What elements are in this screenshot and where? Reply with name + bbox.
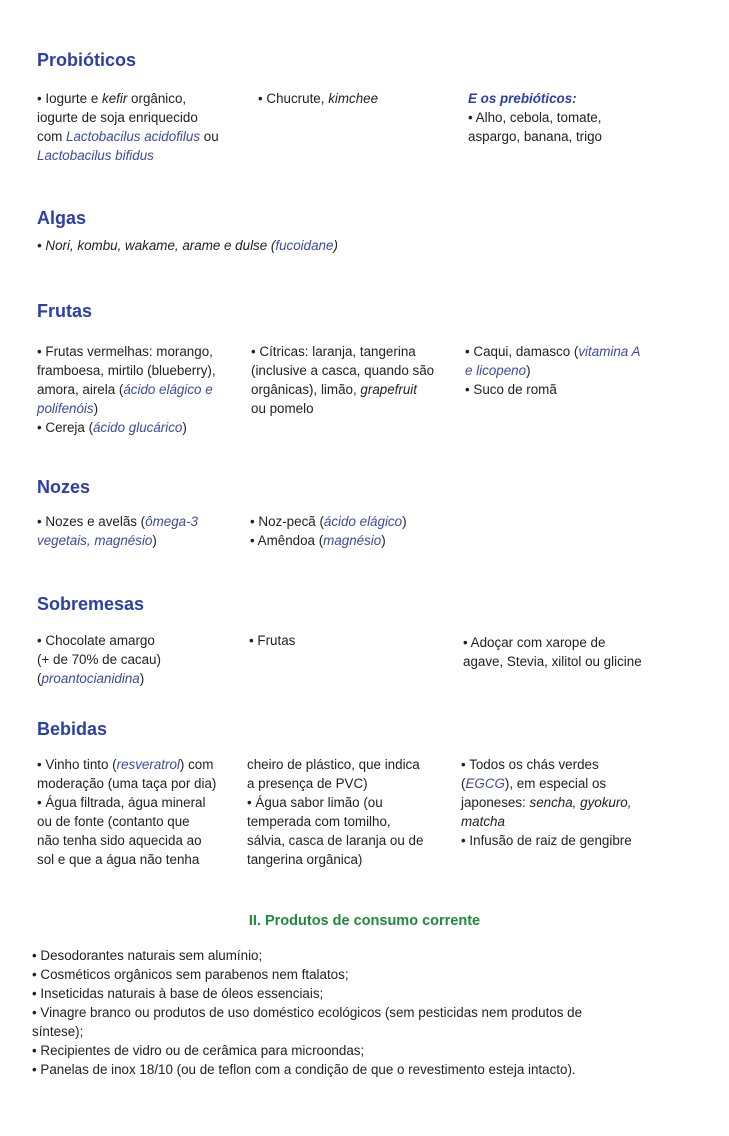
text: • Chucrute, [258,91,329,106]
bebidas-col-2 [247,755,452,869]
text: • Adoçar com xarope de [463,635,606,650]
text: ), em especial os [504,776,607,791]
text: • Todos os chás verdes [461,757,599,772]
list-item: • Cosméticos orgânicos sem parabenos nem ftalatos; [32,967,349,982]
text: ou [200,129,219,144]
frutas-col-1 [37,342,242,437]
text: • Nozes e avelãs ( [37,514,146,529]
probioticos-col-2 [258,89,463,108]
heading-probioticos: Probióticos [37,50,137,70]
text: • Noz-pecã ( [250,514,324,529]
consumo-list [32,946,672,1079]
text: sálvia, casca de laranja ou de [247,833,424,848]
text: ) [93,401,99,416]
heading-algas: Algas [37,208,87,228]
text: ) [381,533,386,548]
sobremesas-col-1 [37,631,242,688]
text: • Água filtrada, água mineral [37,795,206,810]
text: EGCG [465,776,505,791]
text: • Alho, cebola, tomate, [468,110,602,125]
text: aspargo, banana, trigo [468,129,603,144]
text: e licopeno [465,363,527,378]
text: framboesa, mirtilo (blueberry), [37,363,216,378]
text: iogurte de soja enriquecido [37,110,198,125]
text: ou de fonte (contanto que [37,814,190,829]
sobremesas-col-3 [463,633,678,671]
text: polifenóis [37,401,94,416]
text: • Chocolate amargo [37,633,155,648]
text: ) [402,514,407,529]
frutas-col-3 [465,342,680,399]
text: ( [37,671,42,686]
text: amora, airela ( [37,382,124,397]
text: • Infusão de raiz de gengibre [461,833,632,848]
text: temperada com tomilho, [247,814,391,829]
text: sencha, gyokuro, [529,795,632,810]
prebioticos-subheading: E os prebióticos: [468,91,577,106]
text: ) [152,533,157,548]
text: sol e que a água não tenha [37,852,200,867]
text: ) [526,363,531,378]
text: matcha [461,814,505,829]
text: com [37,129,67,144]
text: • Iogurte e [37,91,102,106]
frutas-col-2 [251,342,456,418]
text: (inclusive a casca, quando são [251,363,435,378]
text: • Frutas [249,633,296,648]
text: japoneses: [461,795,530,810]
list-item: • Vinagre branco ou produtos de uso doméstico ecológicos (sem pesticidas nem produtos de [32,1005,583,1020]
text: • Caqui, damasco ( [465,344,579,359]
text: • Amêndoa ( [250,533,324,548]
text: fucoidane [275,238,334,253]
text: ) [182,420,187,435]
text: • Suco de romã [465,382,557,397]
text: • Cítricas: laranja, tangerina [251,344,416,359]
text: • Cereja ( [37,420,94,435]
text: • Frutas vermelhas: morango, [37,344,213,359]
text: moderação (uma taça por dia) [37,776,217,791]
heading-frutas: Frutas [37,301,93,321]
text: ) [139,671,145,686]
text: • Nori, kombu, wakame, arame e dulse ( [37,238,276,253]
sobremesas-col-2 [249,631,454,650]
algas-text [37,236,677,255]
text: vitamina A [578,344,641,359]
text: tangerina orgânica) [247,852,363,867]
text: Lactobacilus bifidus [37,148,154,163]
text: ômega-3 [145,514,198,529]
text: ) com [179,757,214,772]
heading-sobremesas: Sobremesas [37,594,145,614]
bebidas-col-1 [37,755,242,869]
text: ácido glucárico [93,420,183,435]
text: • Água sabor limão (ou [247,795,383,810]
text: proantocianidina [41,671,140,686]
probioticos-col-1 [37,89,242,165]
text: • Vinho tinto ( [37,757,117,772]
text: magnésio [323,533,382,548]
bebidas-col-3 [461,755,676,850]
nozes-col-1 [37,512,242,550]
text: kefir [102,91,128,106]
nozes-col-2 [250,512,455,550]
list-item: • Inseticidas naturais à base de óleos essenciais; [32,986,324,1001]
probioticos-col-3 [468,89,683,146]
text: não tenha sido aquecida ao [37,833,202,848]
text: orgânico, [127,91,187,106]
text: ácido elágico [323,514,403,529]
list-item: • Recipientes de vidro ou de cerâmica para microondas; [32,1043,365,1058]
text: ou pomelo [251,401,314,416]
text: cheiro de plástico, que indica [247,757,420,772]
text: orgânicas), limão, [251,382,361,397]
text: resveratrol [116,757,180,772]
list-item: • Desodorantes naturais sem alumínio; [32,948,263,963]
text: grapefruit [360,382,417,397]
text: (+ de 70% de cacau) [37,652,161,667]
text: a presença de PVC) [247,776,368,791]
list-item: • Panelas de inox 18/10 (ou de teflon com a condição de que o revestimento esteja intacto). [32,1062,576,1077]
text: vegetais, magnésio [37,533,153,548]
text: agave, Stevia, xilitol ou glicine [463,654,642,669]
text: ácido elágico e [123,382,213,397]
heading-bebidas: Bebidas [37,719,108,739]
text: kimchee [328,91,379,106]
text: Lactobacilus acidofilus [66,129,201,144]
text: ) [333,238,338,253]
list-item: síntese); [32,1024,84,1039]
heading-nozes: Nozes [37,477,91,497]
section-title-consumo: II. Produtos de consumo corrente [248,913,481,929]
text: ( [461,776,466,791]
